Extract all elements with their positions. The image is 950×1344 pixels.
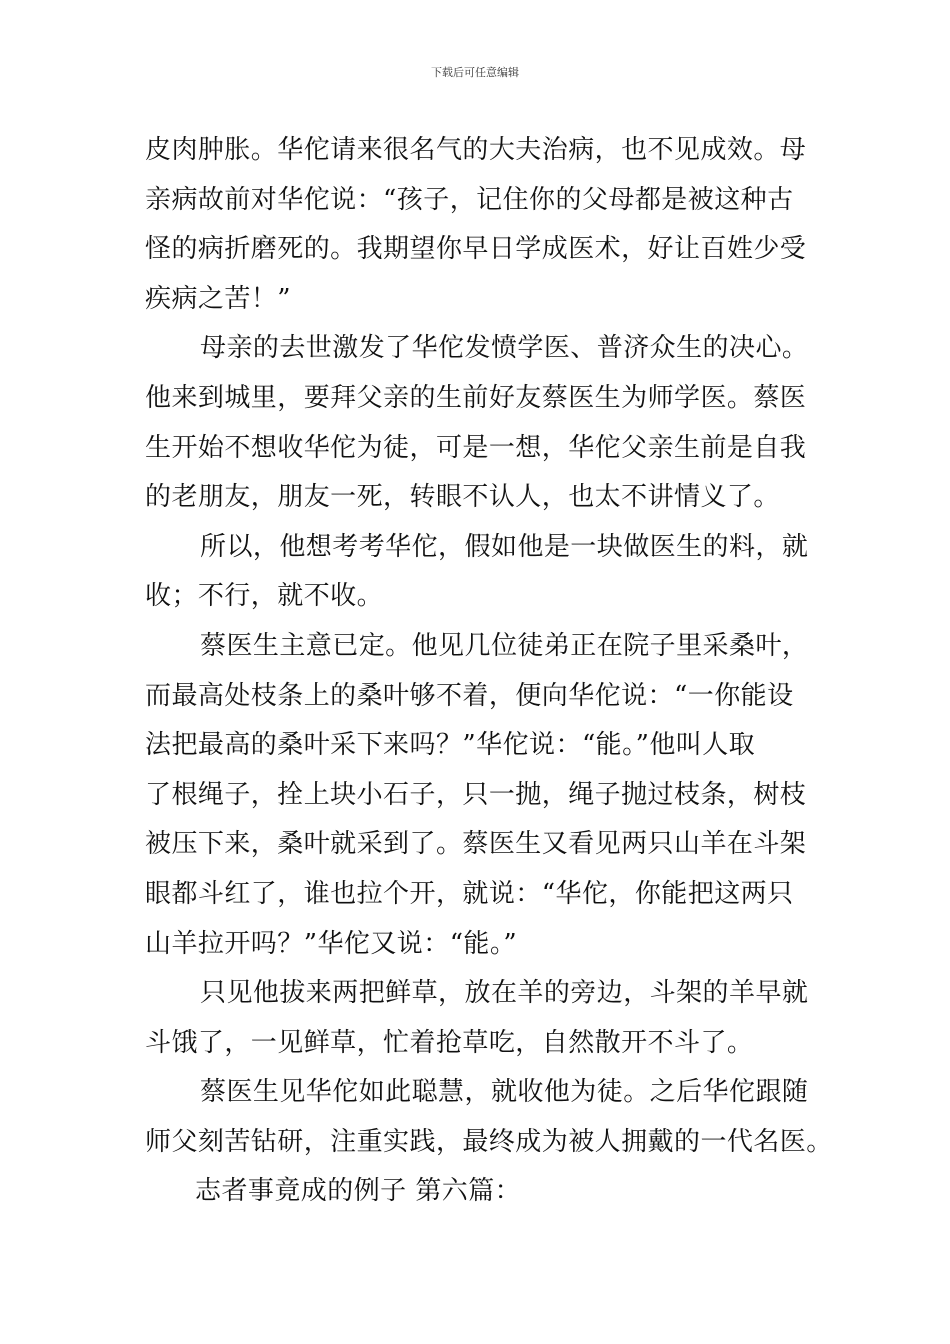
- text-line: 皮肉肿胀。华佗请来很名气的大夫治病，也不见成效。母: [145, 135, 807, 165]
- text-line: 蔡医生见华佗如此聪慧，就收他为徒。之后华佗跟随: [200, 1077, 809, 1108]
- text-line: 被压下来，桑叶就采到了。蔡医生又看见两只山羊在斗架: [145, 829, 807, 860]
- text-line: 亲病故前对华佗说：“孩子，记住你的父母都是被这种古: [145, 184, 794, 215]
- text-line: 眼都斗红了，谁也拉个开，就说：“华佗，你能把这两只: [145, 878, 794, 909]
- text-line: 收；不行，就不收。: [145, 581, 384, 612]
- text-line: 他来到城里，要拜父亲的生前好友蔡医生为师学医。蔡医: [145, 382, 807, 413]
- text-line: 所以，他想考考华佗，假如他是一块做医生的料，就: [200, 531, 809, 562]
- text-line: 而最高处枝条上的桑叶够不着，便向华佗说：“一你能设: [145, 680, 794, 711]
- text-line: 山羊拉开吗？”华佗又说：“能。”: [145, 928, 518, 959]
- text-line: 疾病之苦！”: [145, 283, 291, 314]
- text-line: 怪的病折磨死的。我期望你早日学成医术，好让百姓少受: [145, 234, 807, 265]
- text-line: 母亲的去世激发了华佗发愤学医、普济众生的决心。: [200, 333, 809, 364]
- body-text: [145, 126, 833, 1217]
- text-line: 蔡医生主意已定。他见几位徒弟正在院子里采桑叶，: [200, 630, 809, 661]
- text-line: 只见他拔来两把鲜草，放在羊的旁边，斗架的羊早就: [200, 978, 809, 1009]
- section-heading: 志者事竟成的例子 第六篇：: [195, 1176, 522, 1207]
- text-line: 的老朋友，朋友一死，转眼不认人，也太不讲情义了。: [145, 482, 780, 513]
- page-header: 下载后可任意编辑: [431, 66, 519, 79]
- text-line: 生开始不想收华佗为徒，可是一想，华佗父亲生前是自我: [145, 432, 807, 463]
- text-line: 法把最高的桑叶采下来吗？”华佗说：“能。”他叫人取: [145, 730, 756, 761]
- text-line: 斗饿了，一见鲜草，忙着抢草吃，自然散开不斗了。: [145, 1027, 754, 1058]
- text-line: 师父刻苦钻研，注重实践，最终成为被人拥戴的一代名医。: [145, 1126, 833, 1157]
- text-line: 了根绳子，拴上块小石子，只一抛，绳子抛过枝条，树枝: [145, 779, 807, 810]
